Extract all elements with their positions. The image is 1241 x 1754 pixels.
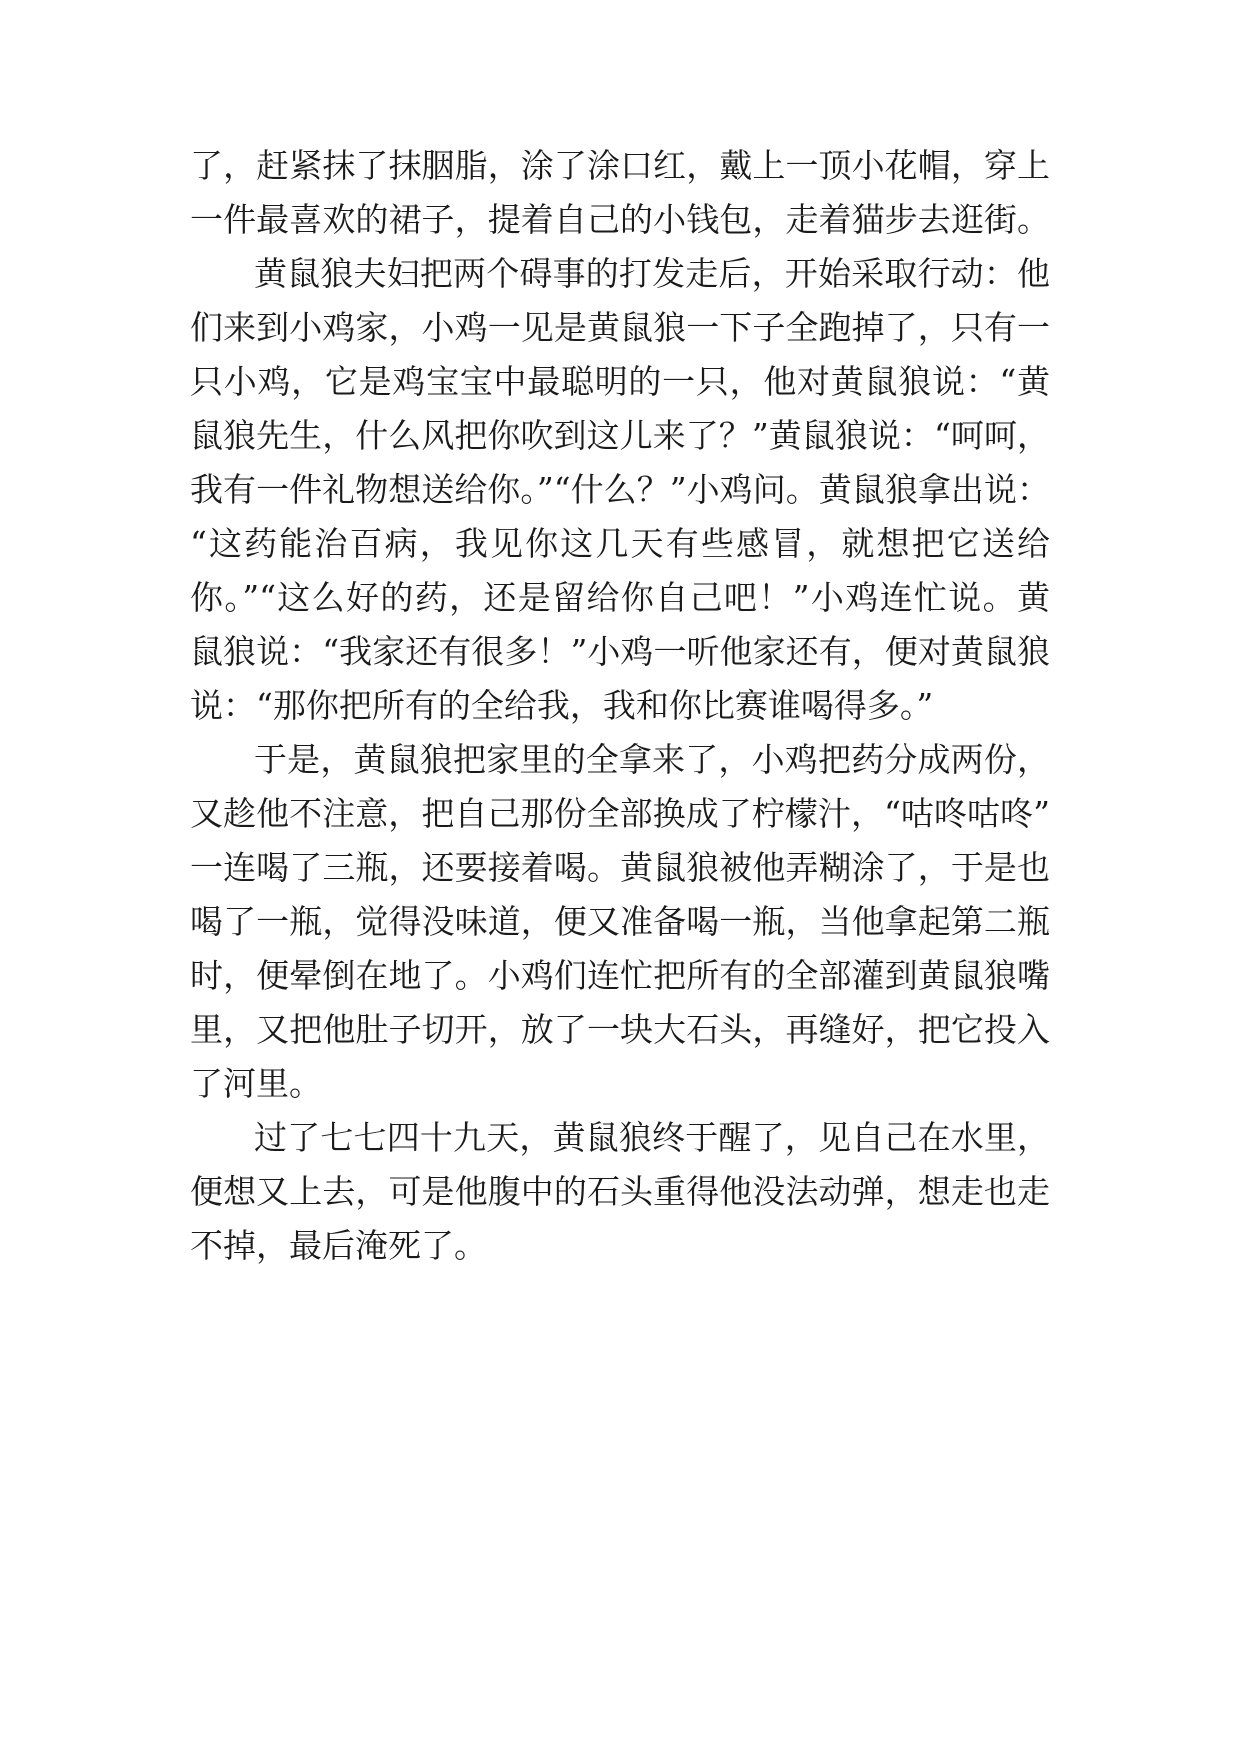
text-line: 鼠狼说：“我家还有很多！”小鸡一听他家还有，便对黄鼠狼	[190, 632, 1050, 671]
paragraph-end-line: 不掉，最后淹死了。	[190, 1226, 487, 1265]
text-line: 时，便晕倒在地了。小鸡们连忙把所有的全部灌到黄鼠狼嘴	[190, 956, 1050, 995]
text-line: 我有一件礼物想送给你。”“什么？”小鸡问。黄鼠狼拿出说：	[190, 470, 1050, 509]
text-line: “这药能治百病，我见你这几天有些感冒，就想把它送给	[190, 524, 1050, 563]
text-line: 们来到小鸡家，小鸡一见是黄鼠狼一下子全跑掉了，只有一	[190, 308, 1050, 347]
text-line: 里，又把他肚子切开，放了一块大石头，再缝好，把它投入	[190, 1010, 1050, 1049]
text-line: 又趁他不注意，把自己那份全部换成了柠檬汁，“咕咚咕咚”	[190, 794, 1050, 833]
text-line: 了，赶紧抹了抹胭脂，涂了涂口红，戴上一顶小花帽，穿上	[190, 146, 1050, 185]
paragraph-start-line: 于是，黄鼠狼把家里的全拿来了，小鸡把药分成两份，	[254, 740, 1050, 779]
paragraph-end-line: 了河里。	[190, 1064, 322, 1103]
text-line: 喝了一瓶，觉得没味道，便又准备喝一瓶，当他拿起第二瓶	[190, 902, 1050, 941]
text-line: 一连喝了三瓶，还要接着喝。黄鼠狼被他弄糊涂了，于是也	[190, 848, 1050, 887]
text-line: 只小鸡，它是鸡宝宝中最聪明的一只，他对黄鼠狼说：“黄	[190, 362, 1050, 401]
text-line: 便想又上去，可是他腹中的石头重得他没法动弹，想走也走	[190, 1172, 1050, 1211]
paragraph-start-line: 黄鼠狼夫妇把两个碍事的打发走后，开始采取行动：他	[254, 254, 1050, 293]
text-line: 你。”“这么好的药，还是留给你自己吧！”小鸡连忙说。黄	[190, 578, 1050, 617]
paragraph-end-line: 说：“那你把所有的全给我，我和你比赛谁喝得多。”	[190, 686, 934, 725]
text-line: 鼠狼先生，什么风把你吹到这儿来了？”黄鼠狼说：“呵呵，	[190, 416, 1050, 455]
paragraph-start-line: 过了七七四十九天，黄鼠狼终于醒了，见自己在水里，	[254, 1118, 1050, 1157]
text-line: 一件最喜欢的裙子，提着自己的小钱包，走着猫步去逛街。	[190, 200, 1050, 239]
